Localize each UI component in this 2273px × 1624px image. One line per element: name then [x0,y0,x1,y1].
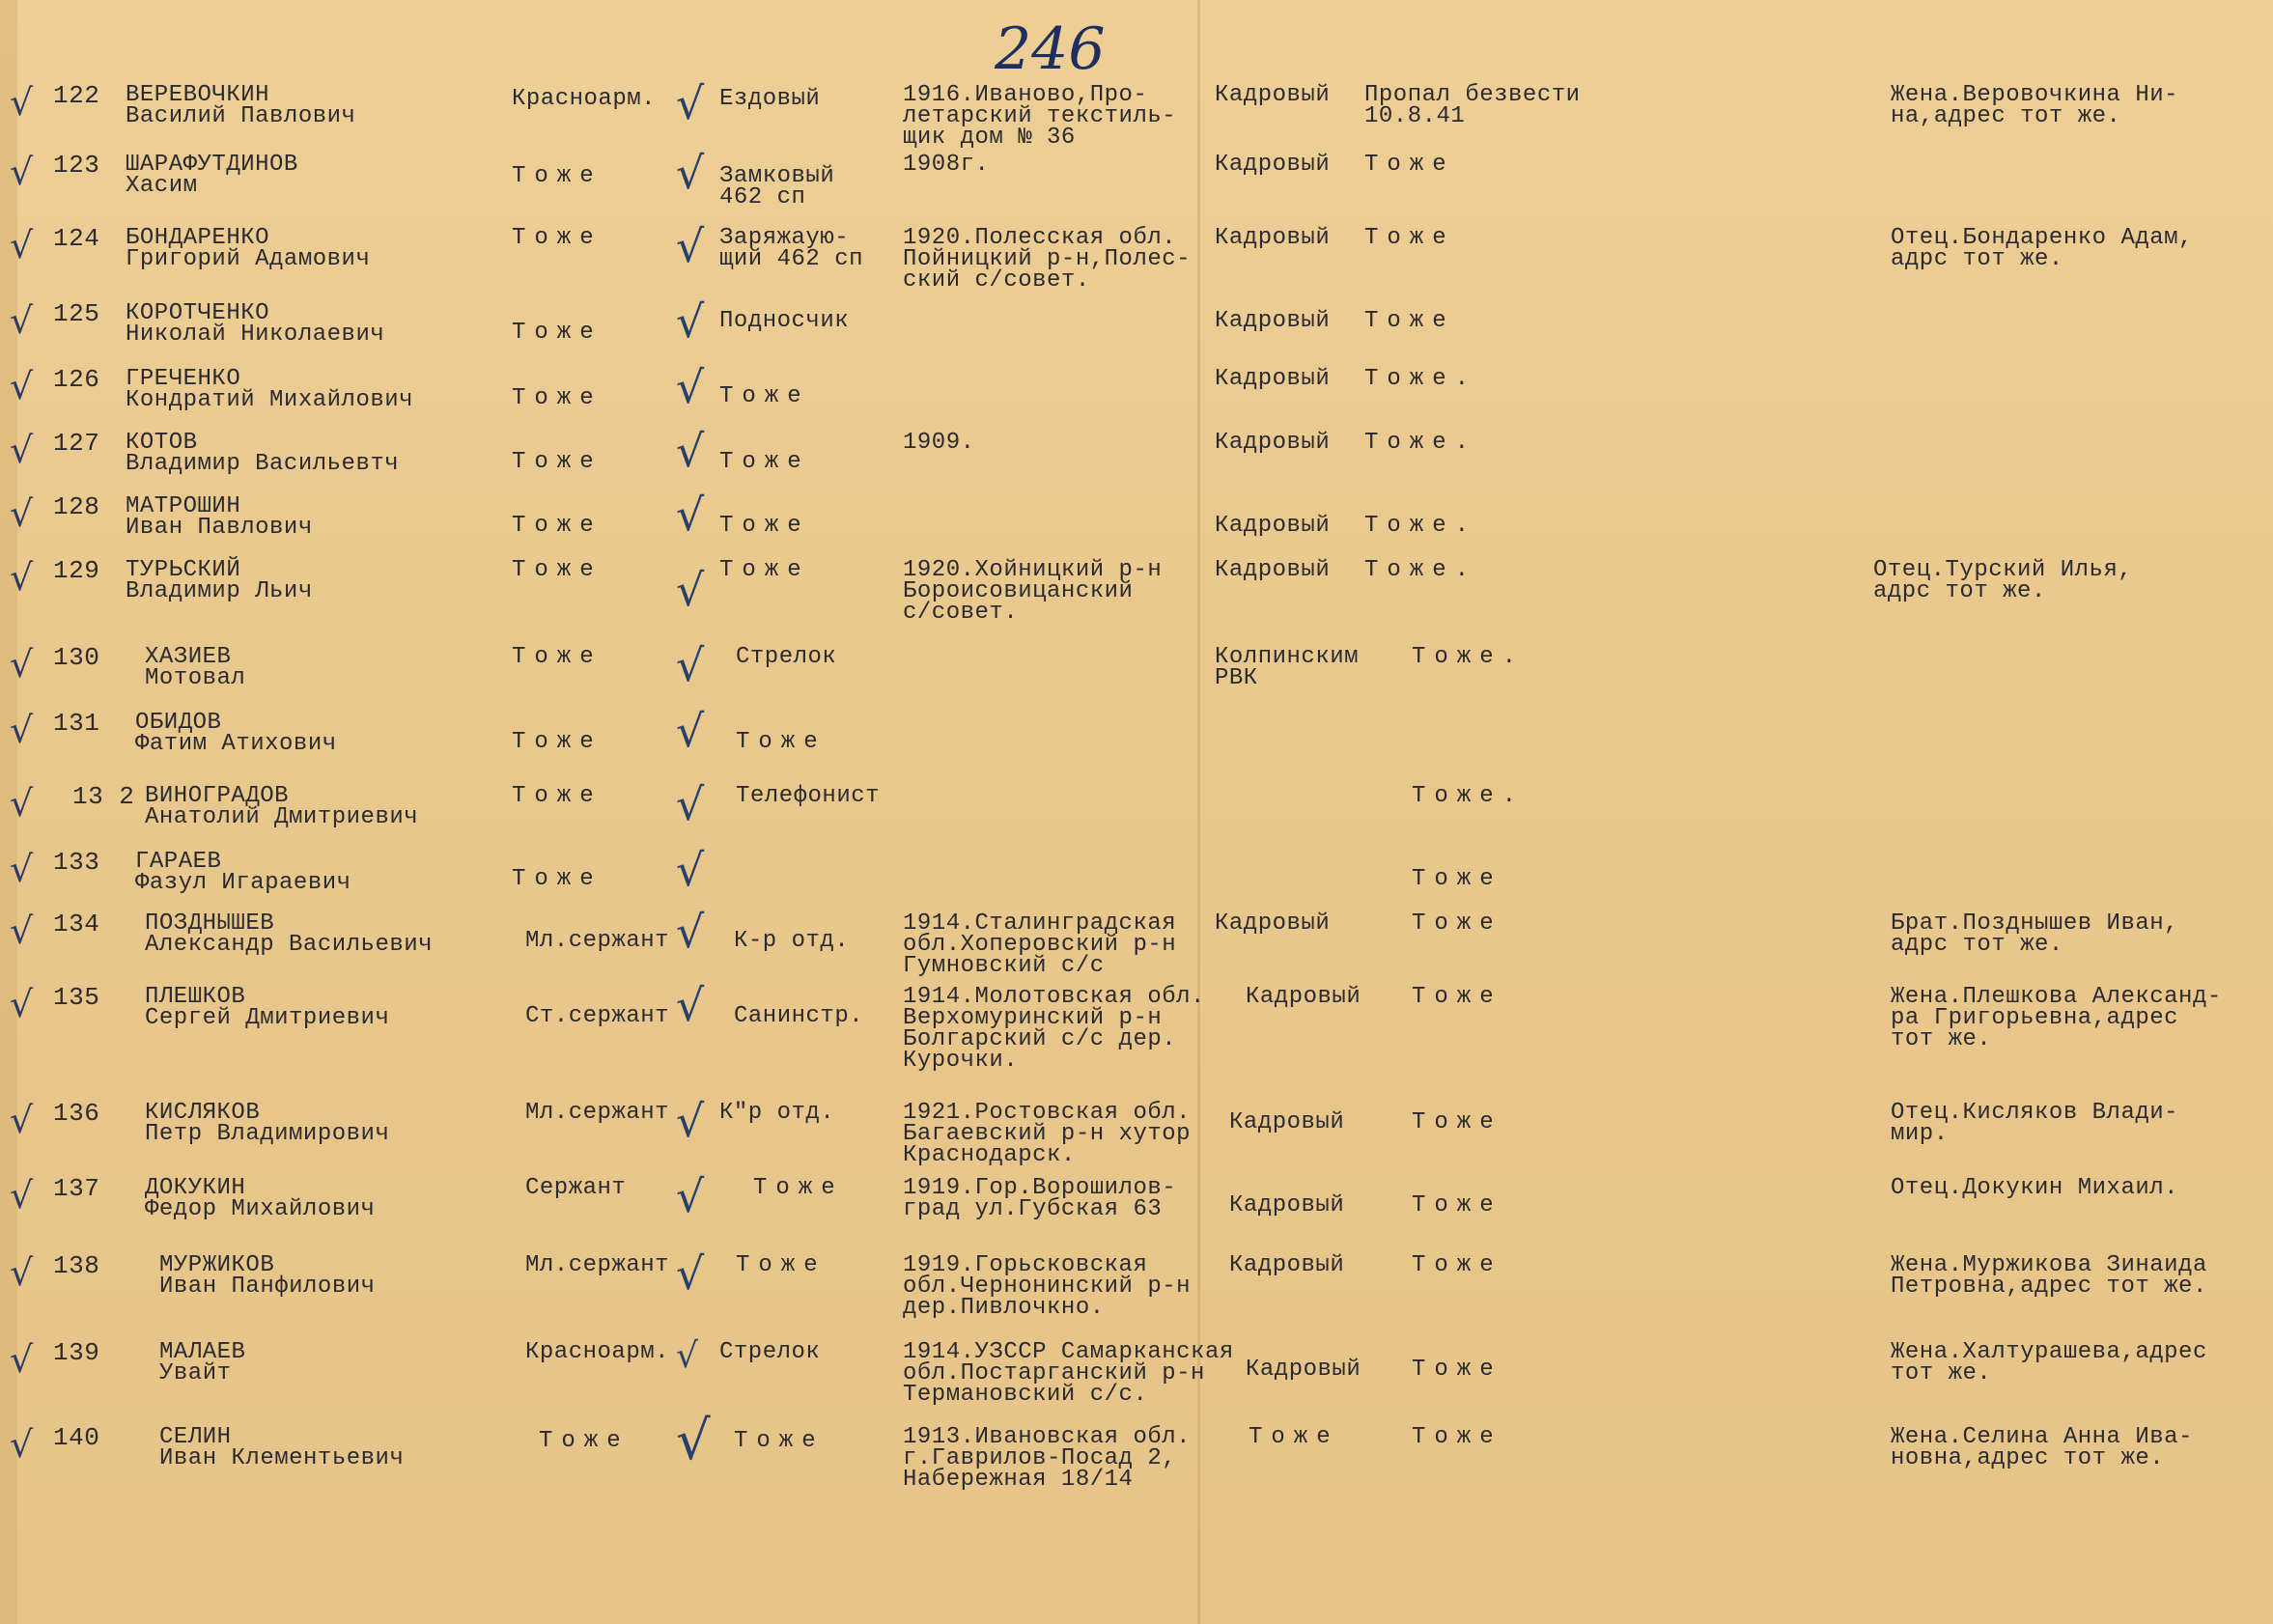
soldier-name: ПОЗДНЫШЕВ Александр Васильевич [145,910,434,958]
birth-address: 1920.Полесская обл. Пойницкий р-н,Полес- ский с/совет. [903,225,1192,294]
position: Стрелок [719,1339,821,1365]
fate: Тоже [1412,1252,1502,1278]
check-icon: √ [676,564,705,616]
check-icon: √ [676,705,705,757]
fate: Тоже [1412,866,1502,892]
rank: Мл.сержант [525,1252,670,1278]
check-icon: √ [676,1410,711,1472]
birth-address: 1916.Иваново,Про- летарский текстиль- щик дом № 36 [903,82,1177,151]
fate: Тоже [1412,910,1502,937]
tick-mark: √ [10,848,34,890]
row-number: 137 [53,1174,100,1203]
rank: Мл.сержант [525,1100,670,1126]
tick-mark: √ [10,983,34,1025]
check-icon: √ [676,906,705,958]
row-number: 126 [53,365,100,394]
birth-address: 1908г. [903,152,990,178]
position: Тоже [719,557,810,583]
soldier-name: ШАРАФУТДИНОВ Хасим [126,152,298,199]
tick-mark: √ [10,151,34,193]
check-icon: √ [676,295,705,348]
position: Тоже [736,729,827,755]
table-row [0,979,2273,1074]
fate: Тоже [1412,1192,1502,1218]
birth-address: 1921.Ростовская обл. Багаевский р-н хутор Краснодарск. [903,1100,1192,1168]
table-row [0,147,2273,232]
next-of-kin: Брат.Позднышев Иван, адрс тот же. [1891,910,2179,958]
tick-mark: √ [10,910,34,952]
soldier-name: ДОКУКИН Федор Михайлович [145,1175,376,1222]
table-row [0,556,2273,637]
service-type: Кадровый [1215,513,1331,539]
soldier-name: ХАЗИЕВ Мотовал [145,644,246,691]
position: Санинстр. [734,1003,864,1029]
fate: Тоже. [1364,430,1478,456]
soldier-name: ВЕРЕВОЧКИН Василий Павлович [126,82,356,129]
soldier-name: МУРЖИКОВ Иван Панфилович [159,1252,376,1300]
fate: Тоже [1412,1109,1502,1135]
birth-address: 1914.Молотовская обл. Верхомуринский р-н Болгарский с/с дер. Курочки. [903,984,1205,1074]
position: Тоже [753,1175,844,1201]
row-number: 129 [53,556,100,585]
fate: Тоже [1364,308,1455,334]
tick-mark: √ [10,429,34,471]
table-row [0,1410,2273,1504]
soldier-name: КИСЛЯКОВ Петр Владимирович [145,1100,390,1147]
row-number: 122 [53,81,100,110]
table-row [0,220,2273,305]
birth-address: 1909. [903,430,975,456]
position: Замковый 462 сп [719,163,835,210]
rank: Тоже [512,644,603,670]
rank: Мл.сержант [525,928,670,954]
service-type: Кадровый [1215,557,1331,583]
birth-address: 1913.Ивановская обл. г.Гаврилов-Посад 2, Набережная 18/14 [903,1424,1192,1493]
rank: Сержант [525,1175,627,1201]
soldier-name: СЕЛИН Иван Клементьевич [159,1424,405,1471]
row-number: 139 [53,1338,100,1367]
table-row [0,1336,2273,1419]
table-row [0,77,2273,162]
check-icon: √ [676,1095,705,1147]
birth-address: 1914.Сталинградская обл.Хоперовский р-н Гумновский с/с [903,910,1177,979]
tick-mark: √ [10,365,34,407]
service-type: Кадровый [1215,82,1331,108]
rank: Красноарм. [525,1339,670,1365]
rank: Тоже [512,513,603,539]
birth-address: 1919.Горьсковская обл.Чернонинский р-н дер.Пивлочкно. [903,1252,1192,1321]
row-number: 140 [53,1423,100,1452]
row-number: 136 [53,1099,100,1128]
fate: Пропал безвести 10.8.41 [1364,82,1581,129]
next-of-kin: Отец.Кисляков Влади- мир. [1891,1100,2179,1147]
soldier-name: ОБИДОВ Фатим Атихович [135,710,337,757]
next-of-kin: Жена.Плешкова Александ- ра Григорьевна,адрес тот же. [1891,984,2222,1052]
next-of-kin: Жена.Селина Анна Ива- новна,адрес тот же. [1891,1424,2193,1471]
position: К-р отд. [734,928,850,954]
service-type: Кадровый [1246,984,1361,1010]
check-icon: √ [676,979,705,1031]
row-number: 133 [53,848,100,877]
rank: Тоже [512,783,603,809]
check-icon: √ [676,147,705,199]
tick-mark: √ [10,224,34,266]
tick-mark: √ [10,81,34,124]
service-type: Кадровый [1229,1109,1345,1135]
rank: Тоже [512,866,603,892]
position: Заряжаую- щий 462 сп [719,225,864,272]
check-icon: √ [676,1170,705,1222]
fate: Тоже. [1364,366,1478,392]
rank: Тоже [512,225,603,251]
table-row [0,906,2273,991]
fate: Тоже. [1364,513,1478,539]
service-type: Кадровый [1215,225,1331,251]
check-icon: √ [676,361,705,413]
row-number: 127 [53,429,100,458]
rank: Тоже [512,163,603,189]
soldier-name: МАТРОШИН Иван Павлович [126,493,313,541]
table-row [0,1095,2273,1180]
row-number: 128 [53,492,100,521]
tick-mark: √ [10,1099,34,1141]
tick-mark: √ [10,643,34,686]
row-number: 123 [53,151,100,180]
row-number: 134 [53,910,100,938]
row-number: 131 [53,709,100,738]
position: Стрелок [736,644,837,670]
service-type: Кадровый [1215,152,1331,178]
check-icon: √ [676,77,705,129]
next-of-kin: Жена.Веровочкина Ни- на,адрес тот же. [1891,82,2179,129]
service-type: Кадровый [1215,308,1331,334]
position: Подносчик [719,308,850,334]
fate: Тоже [1364,225,1455,251]
row-number: 130 [53,643,100,672]
check-icon: √ [676,778,705,830]
position: Телефонист [736,783,881,809]
service-type: Колпинским РВК [1215,644,1360,691]
check-icon: √ [676,1336,698,1376]
page-number: 246 [995,15,1106,83]
row-number: 124 [53,224,100,253]
position: Тоже [736,1252,827,1278]
tick-mark: √ [10,1174,34,1217]
birth-address: 1920.Хойницкий р-н Бороисовицанский с/совет. [903,557,1163,626]
rank: Тоже [512,557,603,583]
check-icon: √ [676,639,705,691]
soldier-name: ПЛЕШКОВ Сергей Дмитриевич [145,984,390,1031]
check-icon: √ [676,844,705,896]
rank: Ст.сержант [525,1003,670,1029]
service-type: Кадровый [1229,1252,1345,1278]
position: К"р отд. [719,1100,835,1126]
service-type: Кадровый [1215,910,1331,937]
tick-mark: √ [10,709,34,751]
birth-address: 1919.Гор.Ворошилов- град ул.Губская 63 [903,1175,1177,1222]
birth-address: 1914.УЗССР Самарканская обл.Постарганский р-н Термановский с/с. [903,1339,1234,1408]
table-row [0,1247,2273,1332]
next-of-kin: Отец.Докукин Михаил. [1891,1175,2179,1201]
table-row [0,1170,2273,1255]
check-icon: √ [676,1247,705,1300]
soldier-name: ГАРАЕВ Фазул Игараевич [135,849,351,896]
fate: Тоже [1412,1424,1502,1450]
soldier-name: ВИНОГРАДОВ Анатолий Дмитриевич [145,783,419,830]
fate: Тоже [1364,152,1455,178]
tick-mark: √ [10,1251,34,1294]
soldier-name: ТУРЬСКИЙ Владимир Льич [126,557,313,604]
fate: Тоже. [1412,644,1526,670]
soldier-name: МАЛАЕВ Увайт [159,1339,246,1386]
position: Тоже [734,1428,825,1454]
tick-mark: √ [10,1338,34,1381]
position: Тоже [719,449,810,475]
table-row [0,705,2273,790]
next-of-kin: Жена.Халтурашева,адрес тот же. [1891,1339,2207,1386]
soldier-name: КОТОВ Владимир Васильевтч [126,430,400,477]
check-icon: √ [676,425,705,477]
check-icon: √ [676,489,705,541]
rank: Красноарм. [512,86,657,112]
position: Ездовый [719,86,821,112]
fate: Тоже [1412,1357,1502,1383]
row-number: 138 [53,1251,100,1280]
fate: Тоже [1412,984,1502,1010]
rank: Тоже [512,729,603,755]
service-type: Кадровый [1215,430,1331,456]
rank: Тоже [512,449,603,475]
next-of-kin: Отец.Бондаренко Адам, адрс тот же. [1891,225,2193,272]
row-number: 125 [53,299,100,328]
next-of-kin: Отец.Турский Илья, адрс тот же. [1873,557,2133,604]
service-type: Кадровый [1229,1192,1345,1218]
tick-mark: √ [10,1423,34,1466]
tick-mark: √ [10,299,34,342]
service-type: Тоже [1249,1424,1339,1450]
soldier-name: ГРЕЧЕНКО Кондратий Михайлович [126,366,414,413]
service-type: Кадровый [1215,366,1331,392]
row-number: 135 [53,983,100,1012]
fate: Тоже. [1412,783,1526,809]
rank: Тоже [539,1428,630,1454]
tick-mark: √ [10,556,34,599]
check-icon: √ [676,220,705,272]
tick-mark: √ [10,782,34,825]
rank: Тоже [512,320,603,346]
service-type: Кадровый [1246,1357,1361,1383]
rank: Тоже [512,385,603,411]
next-of-kin: Жена.Муржикова Зинаида Петровна,адрес тот же. [1891,1252,2207,1300]
soldier-name: БОНДАРЕНКО Григорий Адамович [126,225,371,272]
row-number: 13 2 [72,782,135,811]
soldier-name: КОРОТЧЕНКО Николай Николаевич [126,300,385,348]
position: Тоже [719,513,810,539]
tick-mark: √ [10,492,34,535]
fate: Тоже. [1364,557,1478,583]
position: Тоже [719,383,810,409]
